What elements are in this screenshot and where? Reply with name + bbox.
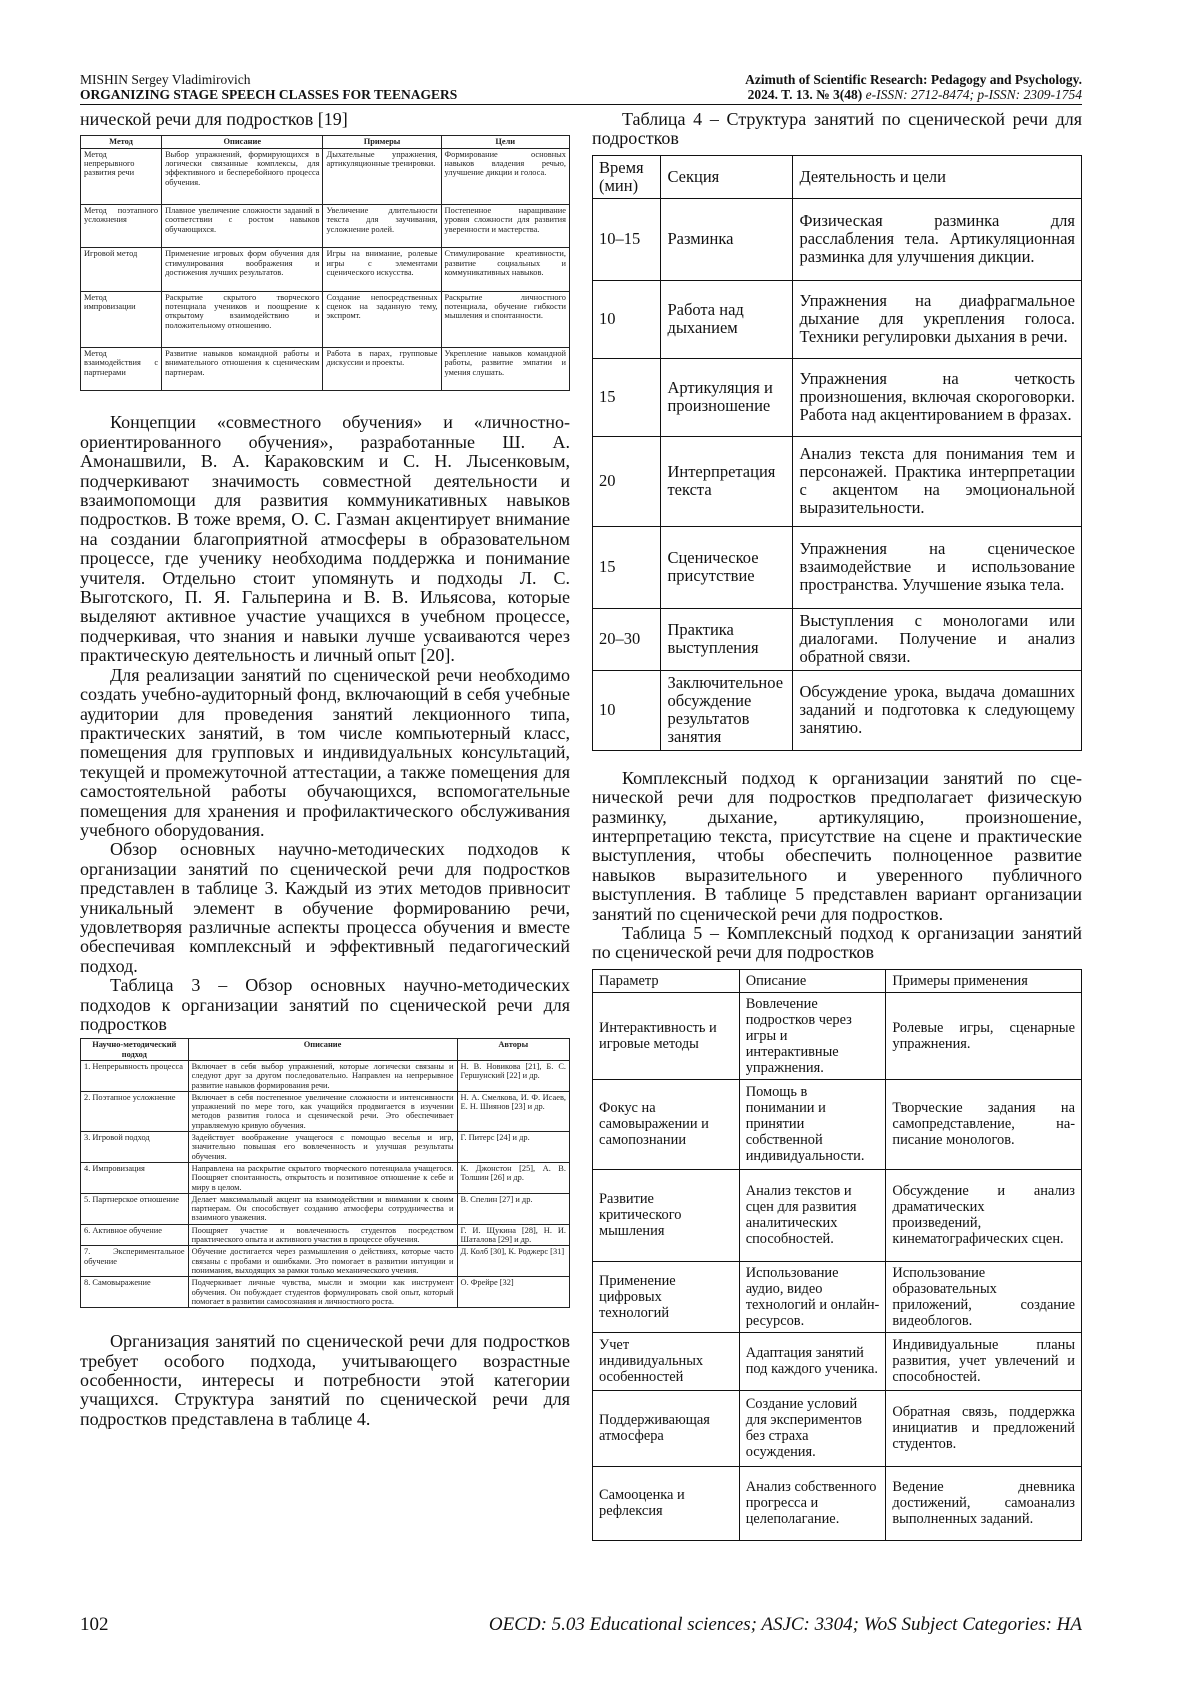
- table-cell: Адаптация занятий под каждого ученика.: [739, 1332, 886, 1390]
- table-cell: Физическая разминка для расслабления тела. Артикуляционная разминка для улучшения дикции.: [793, 198, 1082, 280]
- table-header-cell: Примеры: [323, 136, 441, 148]
- table-row: [81, 348, 570, 391]
- right-column: [592, 110, 1082, 1541]
- author-name: MISHIN Sergey Vladimirovich: [80, 72, 251, 87]
- table3-caption: Таблица 3 – Обзор основных научно-методических подходов к организации занятий по сценической речи для подростков: [80, 975, 570, 1034]
- table-cell: Развитие критического мышления: [593, 1169, 740, 1261]
- table-row: [81, 148, 570, 204]
- table-row: [593, 280, 1082, 358]
- table-cell: Интерактивность и игровые методы: [593, 992, 740, 1079]
- table-cell: Обсуждение урока, выдача домашних заданий и подготовка к следующему занятию.: [793, 670, 1082, 750]
- table-header-cell: Научно-методический подход: [81, 1039, 189, 1061]
- table-cell: Заключительное обсуждение результатов занятия: [661, 670, 793, 750]
- table-cell: Включает в себя постепенное увеличение сложности и интенсивности упражнений по мере того, как учащийся продвигается в изучении методов развития голоса и сценической речи. Это обеспечивает управляемую кривую обучения.: [188, 1091, 457, 1131]
- table-cell: Анализ собственного прогресса и целеполагание.: [739, 1466, 886, 1540]
- table-row: [81, 1162, 570, 1193]
- table-row: [593, 358, 1082, 436]
- table-cell: О. Фрейре [32]: [457, 1277, 569, 1308]
- table-cell: 3. Игровой подход: [81, 1132, 189, 1163]
- table-cell: 2. Поэтапное усложнение: [81, 1091, 189, 1131]
- table-cell: Н. А. Смелкова, И. Ф. Исаев, Е. Н. Шиянов [23] и др.: [457, 1091, 569, 1131]
- table-cell: 15: [593, 358, 661, 436]
- table-cell: Вовлечение подростков через игры и интерактивные упражнения.: [739, 992, 886, 1079]
- table-cell: Самооценка и рефлексия: [593, 1466, 740, 1540]
- table-header-cell: Деятельность и цели: [793, 155, 1082, 198]
- table5-caption: Таблица 5 – Комплексный подход к организации занятий по сценической речи для подростков: [592, 923, 1082, 963]
- table-cell: Формирование основных навыков владения речью, улучшение дикции и голоса.: [441, 148, 569, 204]
- table-cell: Постепенное наращивание уровня сложности для развития уверенности и мастерства.: [441, 205, 569, 248]
- table-cell: Создание условий для экспериментов без страха осуждения.: [739, 1390, 886, 1466]
- table-cell: 7. Экспериментальное обучение: [81, 1246, 189, 1277]
- table-row: [81, 1246, 570, 1277]
- table-row: [593, 526, 1082, 608]
- table-cell: Игровой метод: [81, 248, 162, 291]
- table-header-cell: Метод: [81, 136, 162, 148]
- table-row: [593, 608, 1082, 670]
- table-header-cell: Авторы: [457, 1039, 569, 1061]
- table-cell: Метод импровизации: [81, 291, 162, 347]
- table-cell: Включает в себя выбор упражнений, которые логически связаны и следуют друг за другом последовательно. Направлен на непрерывное развитие навыков формирования речи.: [188, 1061, 457, 1092]
- table-cell: Работа в парах, групповые дискуссии и проекты.: [323, 348, 441, 391]
- paragraph-4: Организация занятий по сценической речи для подростков требует особого подхода, учитывающего возрастные особенности, интересы и потребности этой категории учащихся. Структура занятий по сценической речи для подростков представлена в таблице 4.: [80, 1331, 570, 1429]
- table-cell: Метод поэтапного усложнения: [81, 205, 162, 248]
- table-cell: Работа над дыханием: [661, 280, 793, 358]
- table-row: [593, 1169, 1082, 1261]
- running-header-right: [745, 72, 1082, 102]
- table-cell: 1. Непрерывность процесса: [81, 1061, 189, 1092]
- left-column: [80, 110, 570, 1429]
- table-cell: Раскрытие личностного потенциала, обучение гибкости мышления и спонтанности.: [441, 291, 569, 347]
- table-header-cell: Описание: [162, 136, 323, 148]
- journal-name: Azimuth of Scientific Research: Pedagogy and Psychology.: [745, 72, 1082, 87]
- table-row: [81, 1224, 570, 1246]
- paragraph-2: Для реализации занятий по сценической речи необходимо создать учебно-аудиторный фонд, включающий в себя учебные аудитории для проведения занятий лекционного типа, практических занятий, в том числе компьютерный класс, помещения для групповых и индивидуальных консультаций, текущей и промежуточной аттестации, а также помещения для самостоятельной работы обучающихся, вспомогательные помещения для хранения и профилактического обслуживания учебного оборудования.: [80, 664, 570, 840]
- paragraph-3: Обзор основных научно-методических подходов к организации занятий по сценической речи для подростков представлен в таблице 3. Каждый из этих методов привносит уникальный элемент в обучение формированию речи, удовлетворяя различные аспекты процесса обучения и вместе обеспечивая комплексный и эффективный педагогический подход.: [80, 839, 570, 976]
- table-cell: Поощряет участие и вовлеченность студентов посредством практического опыта и активного участия в процессе обучения.: [188, 1224, 457, 1246]
- approaches-table: [80, 1038, 570, 1308]
- table-cell: Обсуждение и анализ драматических произведений, кинематографических сцен.: [886, 1169, 1082, 1261]
- table-cell: 10: [593, 670, 661, 750]
- table-cell: 15: [593, 526, 661, 608]
- running-header-left: [80, 72, 457, 102]
- table-cell: Задействует воображение учащегося с помощью веселья и игр, значительно повышая его вовлеченность и улучшая результаты обучения.: [188, 1132, 457, 1163]
- table-cell: Артикуляция и произношение: [661, 358, 793, 436]
- table-cell: Упражнения на сценическое взаимодействие и использование пространства. Улучшение языка тела.: [793, 526, 1082, 608]
- table-cell: 10: [593, 280, 661, 358]
- table-cell: Игры на внимание, ролевые игры с элементами сценического искусства.: [323, 248, 441, 291]
- article-title: ORGANIZING STAGE SPEECH CLASSES FOR TEENAGERS: [80, 87, 458, 102]
- table-cell: Анализ текста для понимания тем и персонажей. Практика интерпретации с акцентом на эмоциональной выразительности.: [793, 436, 1082, 526]
- table-row: [593, 1332, 1082, 1390]
- table-cell: 10–15: [593, 198, 661, 280]
- table-cell: Стимулирование креативности, развитие социальных и коммуникативных навыков.: [441, 248, 569, 291]
- table-cell: Укрепление навыков командной работы, развитие эмпатии и умения слушать.: [441, 348, 569, 391]
- table-cell: Индивидуальные планы развития, учет увлечений и способностей.: [886, 1332, 1082, 1390]
- table-row: [81, 1091, 570, 1131]
- page-number: 102: [80, 1614, 109, 1635]
- table-cell: Использование образовательных приложений, создание видеоблогов.: [886, 1261, 1082, 1332]
- table-cell: Дыхательные упражнения, артикуляционные тренировки.: [323, 148, 441, 204]
- table-cell: Сценическое присутствие: [661, 526, 793, 608]
- table-cell: 20: [593, 436, 661, 526]
- table-row: [593, 1390, 1082, 1466]
- table-header-cell: Время (мин): [593, 155, 661, 198]
- table-cell: Поддерживающая атмосфера: [593, 1390, 740, 1466]
- table-cell: Г. Питерс [24] и др.: [457, 1132, 569, 1163]
- table-cell: Фокус на самовыражении и самопознании: [593, 1079, 740, 1169]
- table-cell: Направлена на раскрытие скрытого творческого потенциала учащегося. Поощряет спонтанность, открытость и позитивное отношение к себе и миру в целом.: [188, 1162, 457, 1193]
- paragraph-5: Комплексный подход к организации занятий по сценической речи для подростков предполагает физическую разминку, дыхание, артикуляцию, произношение, интерпретацию текста, присутствие на сцене и практические выступления, чтобы обеспечить полноценное развитие навыков выразительного и уверенного публичного выступления. В таблице 5 представлен вариант организации занятий по сценической речи для подростков.: [592, 767, 1082, 924]
- table-cell: Выбор упражнений, формирующихся в логически связанные комплексы, для эффективного и бесперебойного процесса обучения.: [162, 148, 323, 204]
- table-cell: 5. Партнерское отношение: [81, 1193, 189, 1224]
- table-cell: Н. В. Новикова [21], Б. С. Гершунский [22] и др.: [457, 1061, 569, 1092]
- table-cell: Метод непрерывного развития речи: [81, 148, 162, 204]
- lesson-structure-table: [592, 155, 1082, 751]
- table-cell: В. Спелин [27] и др.: [457, 1193, 569, 1224]
- table-row: [81, 291, 570, 347]
- table-cell: Интерпретация текста: [661, 436, 793, 526]
- table-cell: Обратная связь, поддержка инициатив и предложений студентов.: [886, 1390, 1082, 1466]
- table-row: [593, 1261, 1082, 1332]
- table-cell: Подчеркивает личные чувства, мысли и эмоции как инструмент обучения. Он побуждает студентов формулировать свой опыт, который помогает в развитии самосознания и личностного роста.: [188, 1277, 457, 1308]
- table-row: [593, 198, 1082, 280]
- table-cell: Упражнения на диафрагмальное дыхание для укрепления голоса. Техники регулировки дыхания в речи.: [793, 280, 1082, 358]
- table-row: [81, 1277, 570, 1308]
- table-cell: Увеличение длительности текста для заучивания, усложнение ролей.: [323, 205, 441, 248]
- table-cell: Помощь в понимании и принятии собственной индивидуальности.: [739, 1079, 886, 1169]
- table-header-cell: Описание: [739, 969, 886, 992]
- table-header-cell: Секция: [661, 155, 793, 198]
- table-cell: К. Джонстон [25], А. В. Толшин [26] и др.: [457, 1162, 569, 1193]
- classification-line: OECD: 5.03 Educational sciences; ASJC: 3304; WoS Subject Categories: НА: [488, 1614, 1082, 1635]
- table-cell: Развитие навыков командной работы и внимательного отношения к сценическим партнерам.: [162, 348, 323, 391]
- table-cell: Творческие задания на самопредставление, написание монологов.: [886, 1079, 1082, 1169]
- table-cell: 4. Импровизация: [81, 1162, 189, 1193]
- table-cell: Выступления с монологами или диалогами. Получение и анализ обратной связи.: [793, 608, 1082, 670]
- table-row: [81, 1193, 570, 1224]
- table-cell: Г. И. Щукина [28], Н. И. Шаталова [29] и др.: [457, 1224, 569, 1246]
- table-header-cell: Параметр: [593, 969, 740, 992]
- table-row: [81, 205, 570, 248]
- table-header-cell: Примеры применения: [886, 969, 1082, 992]
- table-cell: 20–30: [593, 608, 661, 670]
- table-row: [81, 1132, 570, 1163]
- table-header-cell: Описание: [188, 1039, 457, 1061]
- table-cell: Д. Колб [30], К. Роджерс [31]: [457, 1246, 569, 1277]
- table-cell: Делает максимальный акцент на взаимодействии и внимании к своим партнерам. Он способствует созданию атмосферы сотрудничества и взаимного уважения.: [188, 1193, 457, 1224]
- table-cell: Обучение достигается через размышления о действиях, которые часто связаны с пробами и ошибками. Это помогает в развитии интуиции и понимания, выходящих за рамки только механического учения.: [188, 1246, 457, 1277]
- table-row: [593, 436, 1082, 526]
- table-cell: Применение цифровых технологий: [593, 1261, 740, 1332]
- table-cell: Анализ текстов и сцен для развития аналитических способностей.: [739, 1169, 886, 1261]
- paragraph-1: Концепции «совместного обучения» и «личностно-ориентированного обучения», разработанные Ш. А. Амонашвили, В. А. Караковским и С. Н. Лысенковым, подчеркивают значимость совместной деятельности и взаимопомощи для развития коммуникативных навыков подростков. В тоже время, О. С. Газман акцентирует внимание на создании благоприятной атмосферы в образовательном процессе, где ученику необходима поддержка и понимание учителя. Отдельно стоит упомянуть и подходы Л. С. Выготского, П. Я. Гальперина и В. В. Ильясова, которые выделяют активное участие учащихся в учебном процессе, подчеркивая, что знания и навыки лучше усваиваются через практическую деятельность и личный опыт [20].: [80, 412, 570, 666]
- table-cell: Создание непосредственных сценок на заданную тему, экспромт.: [323, 291, 441, 347]
- table-cell: Ролевые игры, сценарные упражнения.: [886, 992, 1082, 1079]
- complex-approach-table: [592, 969, 1082, 1541]
- table-row: [81, 1061, 570, 1092]
- table-row: [593, 1079, 1082, 1169]
- table-cell: Раскрытие скрытого творческого потенциала учеников и поощрение к открытому взаимодействию и положительному отношению.: [162, 291, 323, 347]
- journal-issue: 2024. T. 13. № 3(48) e-ISSN: 2712-8474; p-ISSN: 2309-1754: [747, 87, 1082, 102]
- table-row: [593, 1466, 1082, 1540]
- table-cell: Разминка: [661, 198, 793, 280]
- table-cell: Плавное увеличение сложности заданий в соответствии с ростом навыков обучающихся.: [162, 205, 323, 248]
- header-rule: [80, 104, 1082, 105]
- table-cell: 8. Самовыражение: [81, 1277, 189, 1308]
- table-cell: Метод взаимодействия с партнерами: [81, 348, 162, 391]
- table-row: [593, 670, 1082, 750]
- table4-caption: Таблица 4 – Структура занятий по сценической речи для подростков: [592, 109, 1082, 149]
- table-cell: Практика выступления: [661, 608, 793, 670]
- table-row: [593, 992, 1082, 1079]
- table-cell: Учет индивидуальных особенностей: [593, 1332, 740, 1390]
- methods-table: [80, 135, 570, 391]
- table-row: [81, 248, 570, 291]
- table-cell: 6. Активное обучение: [81, 1224, 189, 1246]
- table-header-cell: Цели: [441, 136, 569, 148]
- table-cell: Упражнения на четкость произношения, включая скороговорки. Работа над акцентированием в фразах.: [793, 358, 1082, 436]
- top-line: нической речи для подростков [19]: [80, 109, 348, 129]
- table-cell: Применение игровых форм обучения для стимулирования воображения и достижения лучших результатов.: [162, 248, 323, 291]
- table-cell: Ведение дневника достижений, самоанализ выполненных заданий.: [886, 1466, 1082, 1540]
- table-cell: Использование аудио, видео технологий и онлайн-ресурсов.: [739, 1261, 886, 1332]
